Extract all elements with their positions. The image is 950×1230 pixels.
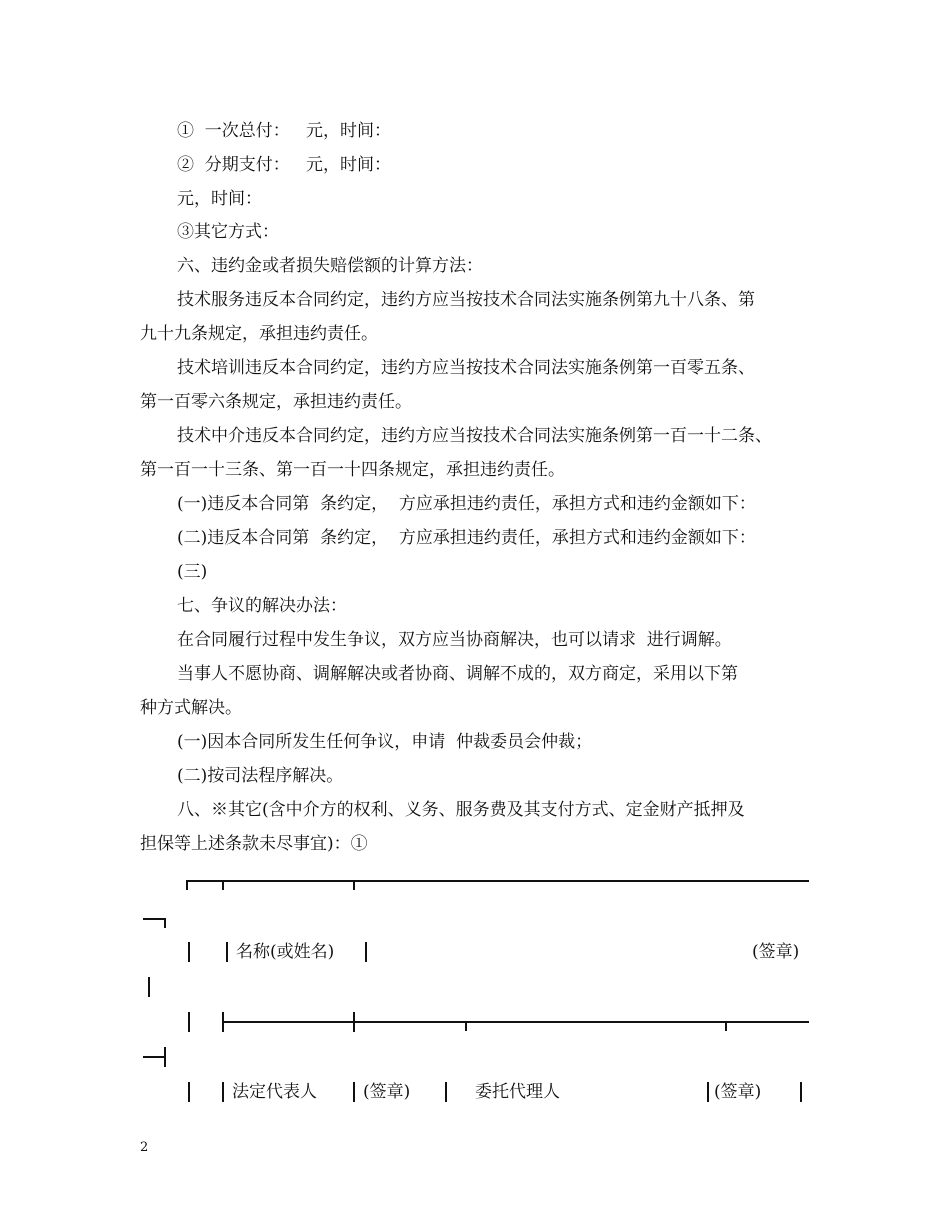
seal-label: (签章) — [752, 942, 800, 962]
table-border — [226, 942, 228, 962]
text-line: 当事人不愿协商、调解解决或者协商、调解不成的，双方商定，采用以下第 — [177, 664, 738, 684]
table-tick — [186, 880, 188, 890]
text-line: 技术中介违反本合同约定，违约方应当按技术合同法实施条例第一百一十二条、 — [177, 426, 772, 446]
seal-label: (签章) — [363, 1082, 411, 1102]
text-line: (一)因本合同所发生任何争议，申请 仲裁委员会仲裁； — [177, 732, 593, 752]
seal-label: (签章) — [714, 1082, 762, 1102]
table-border — [445, 1082, 447, 1102]
agent-label: 委托代理人 — [475, 1082, 560, 1102]
text-line: 第一百一十三条、第一百一十四条规定，承担违约责任。 — [140, 460, 565, 480]
text-line: 元，时间： — [177, 189, 262, 209]
table-border — [222, 1082, 224, 1102]
text-line: ③其它方式： — [177, 222, 279, 242]
section-heading: 六、违约金或者损失赔偿额的计算方法： — [177, 256, 483, 276]
table-border — [707, 1082, 709, 1102]
section-heading: 八、※其它(含中介方的权利、义务、服务费及其支付方式、定金财产抵押及 — [177, 800, 745, 820]
table-border — [188, 1012, 190, 1032]
text-line: ② 分期支付： 元，时间： — [177, 155, 392, 175]
table-border — [188, 942, 190, 962]
text-line: ① 一次总付： 元，时间： — [177, 121, 392, 141]
text-line: (三) — [177, 562, 208, 582]
text-line: (二)按司法程序解决。 — [177, 766, 344, 786]
text-line: 技术培训违反本合同约定，违约方应当按技术合同法实施条例第一百零五条、 — [177, 358, 755, 378]
legal-rep-label: 法定代表人 — [232, 1082, 317, 1102]
text-line: 种方式解决。 — [140, 698, 242, 718]
table-rule — [222, 1021, 809, 1023]
text-line: 九十九条规定，承担违约责任。 — [140, 324, 378, 344]
text-line: 在合同履行过程中发生争议，双方应当协商解决，也可以请求 进行调解。 — [177, 630, 732, 650]
table-tick — [164, 918, 166, 928]
table-tick — [465, 1021, 467, 1031]
table-border — [365, 942, 367, 962]
table-border — [353, 1012, 355, 1032]
table-tick — [222, 880, 224, 890]
text-line: (二)违反本合同第 条约定， 方应承担违约责任，承担方式和违约金额如下： — [177, 528, 756, 548]
name-label: 名称(或姓名) — [236, 942, 335, 962]
table-border — [164, 1047, 166, 1067]
section-heading: 七、争议的解决办法： — [177, 596, 347, 616]
table-rule — [186, 880, 809, 882]
table-tick — [353, 880, 355, 890]
text-line: 技术服务违反本合同约定，违约方应当按技术合同法实施条例第九十八条、第 — [177, 290, 755, 310]
table-rule — [143, 918, 165, 920]
page-number: 2 — [140, 1140, 149, 1155]
text-line: 第一百零六条规定，承担违约责任。 — [140, 392, 412, 412]
table-border — [148, 977, 150, 997]
table-border — [800, 1082, 802, 1102]
text-line: (一)违反本合同第 条约定， 方应承担违约责任，承担方式和违约金额如下： — [177, 494, 756, 514]
table-rule — [143, 1056, 165, 1058]
table-border — [353, 1082, 355, 1102]
table-tick — [725, 1021, 727, 1031]
text-line: 担保等上述条款未尽事宜)：① — [140, 834, 368, 854]
table-border — [188, 1082, 190, 1102]
